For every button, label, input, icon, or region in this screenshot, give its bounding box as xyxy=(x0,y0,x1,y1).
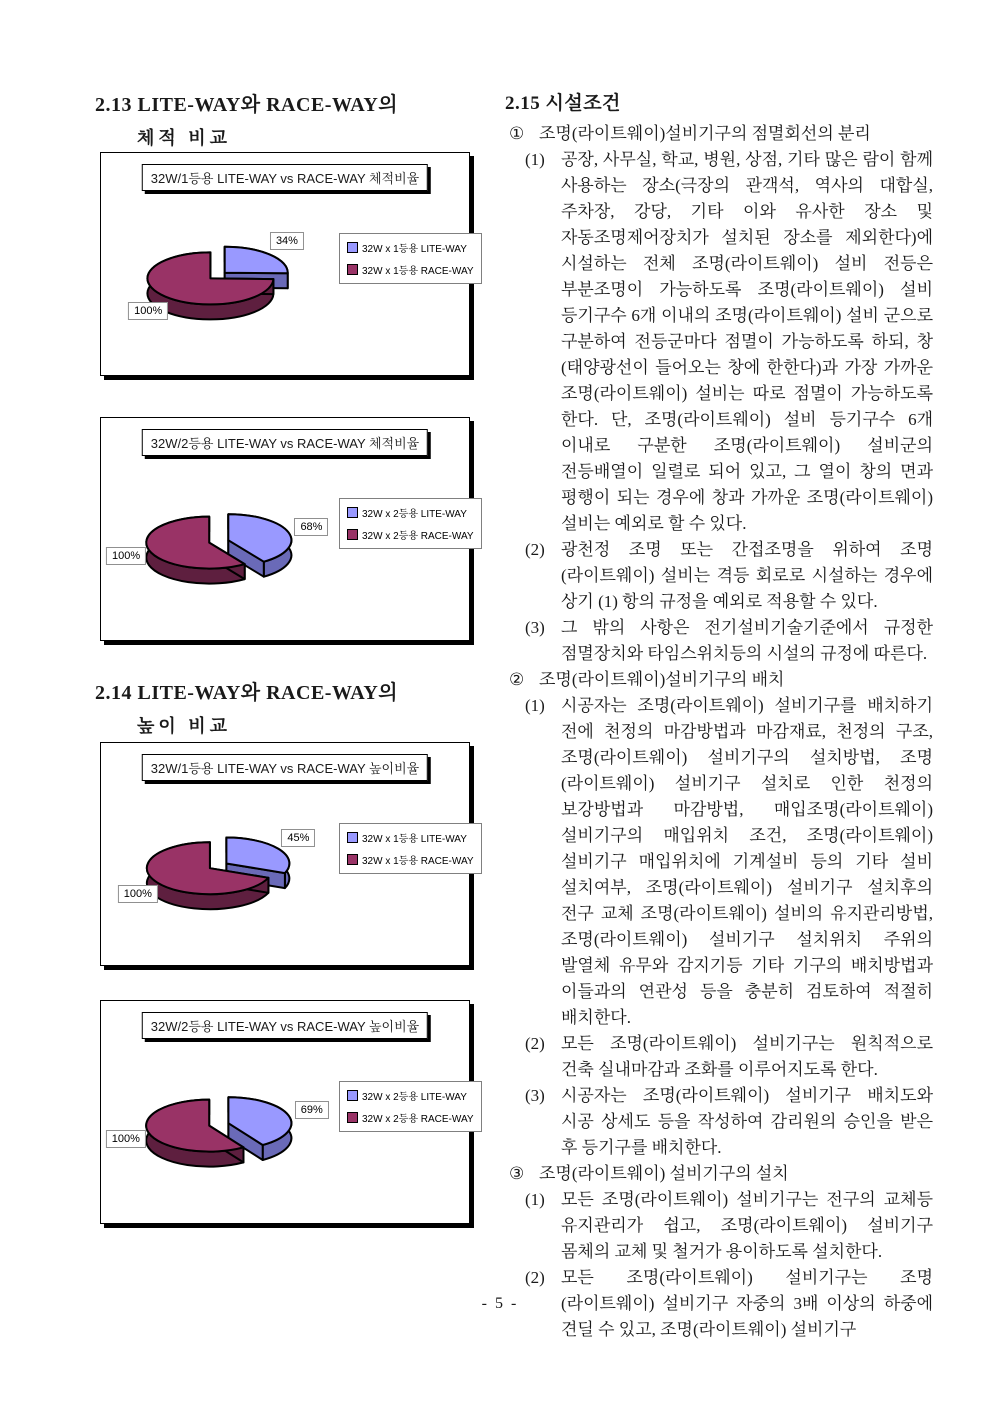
pie-data-label: 45% xyxy=(281,829,315,847)
clause-marker: ① xyxy=(509,124,525,143)
legend-swatch xyxy=(347,1112,358,1123)
page-number: - 5 - xyxy=(481,1295,519,1312)
section-2-13-title: 2.13 LITE-WAY와 RACE-WAY의 xyxy=(95,94,399,116)
pie-data-label: 100% xyxy=(106,547,146,565)
legend-label: 32W x 2등용 LITE-WAY xyxy=(362,509,467,520)
legend-label: 32W x 2등용 RACE-WAY xyxy=(362,531,474,542)
legend-swatch xyxy=(347,832,358,843)
section-2-13-subtitle: 체적 비교 xyxy=(137,128,232,148)
clause-item xyxy=(525,1083,933,1161)
legend-item xyxy=(347,240,474,255)
chart-legend xyxy=(339,498,482,549)
legend-item xyxy=(347,1088,474,1103)
legend-swatch xyxy=(347,854,358,865)
section-2-15 xyxy=(505,88,933,1343)
section-2-14-heading xyxy=(95,676,398,738)
clause-marker: (2) xyxy=(525,1034,545,1053)
chart-title: 32W/2등용 LITE-WAY vs RACE-WAY 높이비율 xyxy=(142,1012,428,1039)
chart-title: 32W/2등용 LITE-WAY vs RACE-WAY 체적비율 xyxy=(142,429,428,456)
clause-marker: ③ xyxy=(509,1164,525,1183)
clause-marker: (2) xyxy=(525,1268,545,1287)
section-2-15-heading: 2.15 시설조건 xyxy=(505,93,621,114)
pie-slice xyxy=(225,247,288,274)
pie-chart-volume-1lamp xyxy=(100,152,474,376)
clause-marker: (3) xyxy=(525,618,545,637)
clause-marker: (3) xyxy=(525,1086,545,1105)
legend-swatch xyxy=(347,242,358,253)
pie-data-label: 100% xyxy=(106,1130,146,1148)
chart-title: 32W/1등용 LITE-WAY vs RACE-WAY 높이비율 xyxy=(142,754,428,781)
legend-swatch xyxy=(347,1090,358,1101)
clause-item xyxy=(509,121,933,147)
legend-label: 32W x 2등용 LITE-WAY xyxy=(362,1092,467,1103)
clause-item xyxy=(525,147,933,537)
pie-data-label: 69% xyxy=(295,1101,329,1119)
clause-text: 광천정 조명 또는 간접조명을 위하여 조명(라이트웨이) 설비는 격등 회로로 시설하는 경우에 상기 (1) 항의 규정을 예외로 적용할 수 있다. xyxy=(561,540,933,611)
clause-marker: ② xyxy=(509,670,525,689)
section-2-14-title: 2.14 LITE-WAY와 RACE-WAY의 xyxy=(95,682,399,704)
clause-text: 시공자는 조명(라이트웨이) 설비기구를 배치하기 전에 천정의 마감방법과 마감재료, 천정의 구조, 조명(라이트웨이) 설비기구의 설치방법, 조명(라이트웨이) 설비기구 설치로 인한 천정의 보강방법과 마감방법, 매입조명(라이트웨이) 설비기구의 매입위치 조건, 조명(라이트웨이) 설비기구 매입위치에 기계설비 등의 기타 설비 설치여부, 조명(라이트웨이) 설비기구 설치후의 전구 교체 조명(라이트웨이) 설비의 유지관리방법, 조명(라이트웨이) 설비기구 설치위치 주위의 발열체 유무와 감지기등 기타 기구의 배치방법과 이들과의 연관성 등을 충분히 검토하여 적절히 배치한다. xyxy=(561,696,933,1027)
clause-list xyxy=(505,121,933,1343)
legend-item xyxy=(347,262,474,277)
clause-item xyxy=(525,537,933,615)
pie-chart-height-2lamp xyxy=(100,1000,474,1224)
clause-text: 시공자는 조명(라이트웨이) 설비기구 배치도와 시공 상세도 등을 작성하여 감리원의 승인을 받은 후 등기구를 배치한다. xyxy=(561,1086,933,1157)
legend-item xyxy=(347,852,474,867)
pie-data-label: 34% xyxy=(270,232,304,250)
clause-text: 공장, 사무실, 학교, 병원, 상점, 기타 많은 람이 함께 사용하는 장소(극장의 관객석, 역사의 대합실, 주차장, 강당, 기타 이와 유사한 장소 및 자동조명제어장치가 설치된 장소를 제외한다)에 시설하는 전체 조명(라이트웨이) 설비 전등은 부분조명이 가능하도록 조명(라이트웨이) 설비 등기구수 6개 이내의 조명(라이트웨이) 설비 군으로 구분하여 전등군마다 점멸이 가능하도록 하되, 창(태양광선이 들어오는 창에 한한다)과 가장 가까운 조명(라이트웨이) 설비는 따로 점멸이 가능하도록 한다. 단, 조명(라이트웨이) 설비 등기구수 6개 이내로 구분한 조명(라이트웨이) 설비군의 전등배열이 일렬로 되어 있고, 그 열이 창의 면과 평행이 되는 경우에 창과 가까운 조명(라이트웨이) 설비는 예외로 할 수 있다. xyxy=(561,150,933,533)
clause-text: 모든 조명(라이트웨이) 설비기구는 조명(라이트웨이) 설비기구 자중의 3배 이상의 하중에 견딜 수 있고, 조명(라이트웨이) 설비기구 xyxy=(561,1268,933,1339)
clause-text: 모든 조명(라이트웨이) 설비기구는 전구의 교체등 유지관리가 쉽고, 조명(라이트웨이) 설비기구 몸체의 교체 및 철거가 용이하도록 설치한다. xyxy=(561,1190,933,1261)
legend-swatch xyxy=(347,264,358,275)
chart-title: 32W/1등용 LITE-WAY vs RACE-WAY 체적비율 xyxy=(142,164,428,191)
pie-chart-height-1lamp xyxy=(100,742,474,966)
clause-marker: (1) xyxy=(525,696,545,715)
clause-marker: (1) xyxy=(525,1190,545,1209)
section-2-13-heading xyxy=(95,88,398,150)
clause-marker: (2) xyxy=(525,540,545,559)
clause-text: 조명(라이트웨이) 설비기구의 설치 xyxy=(539,1164,789,1183)
legend-label: 32W x 1등용 LITE-WAY xyxy=(362,244,467,255)
chart-legend xyxy=(339,1081,482,1132)
clause-text: 그 밖의 사항은 전기설비기술기준에서 규정한 점멸장치와 타임스위치등의 시설의 규정에 따른다. xyxy=(561,618,933,663)
clause-item xyxy=(525,1187,933,1265)
legend-label: 32W x 1등용 RACE-WAY xyxy=(362,266,474,277)
pie-chart-volume-2lamp xyxy=(100,417,474,641)
legend-item xyxy=(347,830,474,845)
clause-text: 조명(라이트웨이)설비기구의 배치 xyxy=(539,670,785,689)
pie-data-label: 68% xyxy=(294,518,328,536)
pie-data-label: 100% xyxy=(128,302,168,320)
clause-item xyxy=(509,1161,933,1187)
legend-item xyxy=(347,505,474,520)
clause-item xyxy=(525,1031,933,1083)
clause-item xyxy=(525,615,933,667)
clause-text: 모든 조명(라이트웨이) 설비기구는 원칙적으로 건축 실내마감과 조화를 이루어지도록 한다. xyxy=(561,1034,933,1079)
legend-swatch xyxy=(347,507,358,518)
pie-data-label: 100% xyxy=(118,885,158,903)
clause-text: 조명(라이트웨이)설비기구의 점멸회선의 분리 xyxy=(539,124,871,143)
clause-item xyxy=(525,693,933,1031)
legend-label: 32W x 2등용 RACE-WAY xyxy=(362,1114,474,1125)
clause-marker: (1) xyxy=(525,150,545,169)
legend-item xyxy=(347,1110,474,1125)
section-2-14-subtitle: 높이 비교 xyxy=(137,716,232,736)
legend-swatch xyxy=(347,529,358,540)
legend-item xyxy=(347,527,474,542)
legend-label: 32W x 1등용 LITE-WAY xyxy=(362,834,467,845)
chart-legend xyxy=(339,233,482,284)
clause-item xyxy=(509,667,933,693)
legend-label: 32W x 1등용 RACE-WAY xyxy=(362,856,474,867)
chart-legend xyxy=(339,823,482,874)
